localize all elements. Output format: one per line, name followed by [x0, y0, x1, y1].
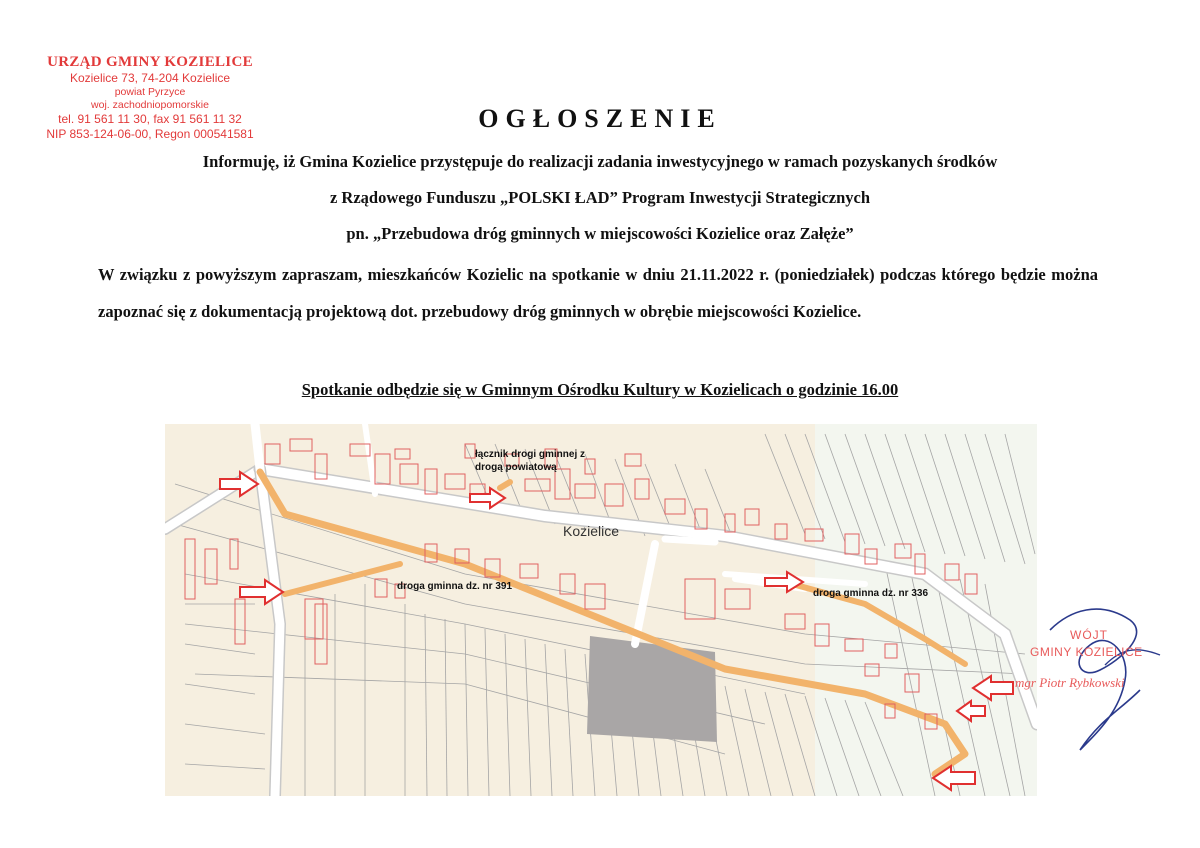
label-connector-line-2: drogą powiatową: [475, 462, 557, 473]
gray-area: [587, 636, 717, 742]
stamp-county: powiat Pyrzyce: [114, 86, 186, 98]
label-road-391: droga gminna dz. nr 391: [397, 581, 513, 592]
intro-line-1: Informuję, iż Gmina Kozielice przystępuje do realizacji zadania inwestycyjnego w ramach pozyskanych środków: [202, 152, 998, 171]
intro-line-2: z Rządowego Funduszu „POLSKI ŁAD” Program Inwestycji Strategicznych: [329, 188, 871, 207]
stamp-voivodeship: woj. zachodniopomorskie: [91, 99, 209, 111]
meeting-text: Spotkanie odbędzie się w Gminnym Ośrodku Kultury w Kozielicach o godzinie 16.00: [301, 380, 899, 399]
label-connector-line-1: łącznik drogi gminnej z: [475, 449, 586, 460]
signature-office: GMINY KOZIELICE: [1030, 645, 1143, 659]
page-title: OGŁOSZENIE: [478, 104, 722, 133]
site-map: [165, 424, 1037, 796]
stamp-address: Kozielice 73, 74-204 Kozielice: [69, 71, 231, 85]
intro-line-3: pn. „Przebudowa dróg gminnych w miejscowości Kozielice oraz Załęże”: [346, 224, 854, 243]
meeting-info: [0, 380, 1200, 400]
signature-title: WÓJT: [1070, 628, 1108, 642]
signature-name: mgr Piotr Rybkowski: [1015, 675, 1125, 690]
stamp-title: URZĄD GMINY KOZIELICE: [47, 54, 253, 70]
stamp-phone: tel. 91 561 11 30, fax 91 561 11 32: [58, 112, 242, 126]
stamp-ids: NIP 853-124-06-00, Regon 000541581: [46, 127, 254, 141]
label-village: Kozielice: [563, 523, 620, 539]
label-road-336: droga gminna dz. nr 336: [813, 588, 929, 599]
invitation-paragraph: W związku z powyższym zapraszam, mieszkańców Kozielic na spotkanie w dniu 21.11.2022 r. (poniedziałek) podczas którego będzie można zapoznać się z dokumentacją projektową dot. przebudowy dróg gminnych w obrębie miejscowości Kozielice.: [98, 265, 1098, 321]
